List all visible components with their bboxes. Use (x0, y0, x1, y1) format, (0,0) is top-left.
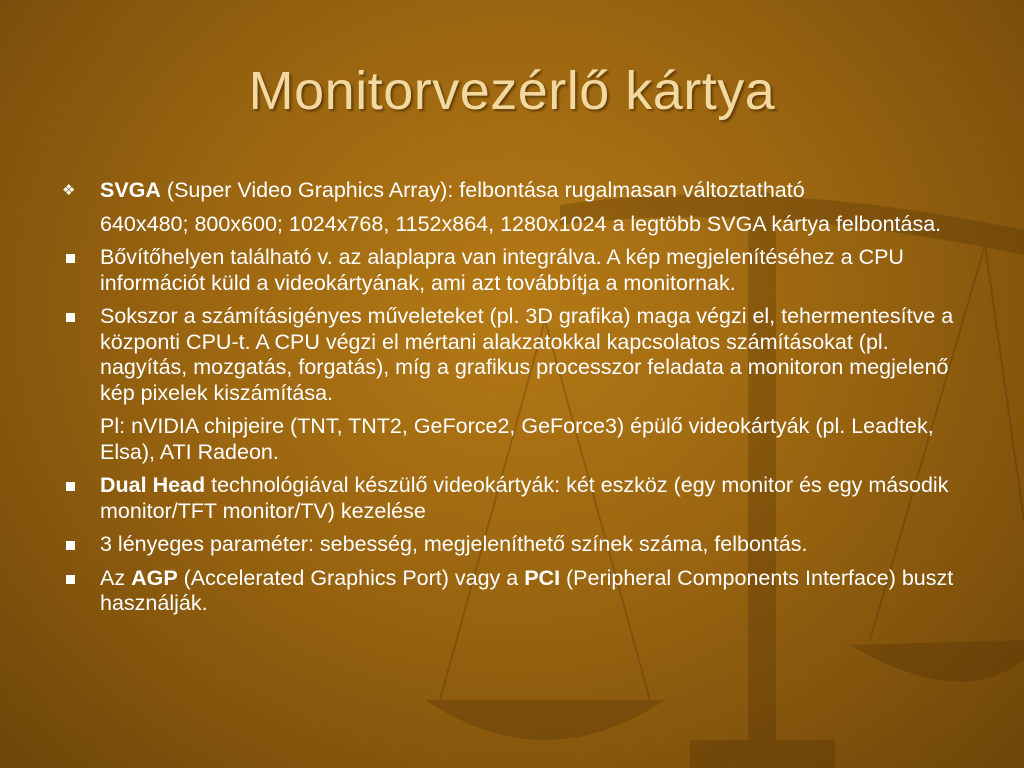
list-item-dual-head (60, 473, 965, 524)
pci-term: PCI (524, 565, 561, 590)
list-item-bus (60, 566, 965, 617)
list-item-parameters (60, 532, 965, 558)
parameters-text: 3 lényeges paraméter: sebesség, megjeleníthető színek száma, felbontás. (100, 532, 808, 556)
list-item-svga (60, 178, 965, 204)
square-bullet-icon (66, 313, 75, 322)
svga-continuation: 640x480; 800x600; 1024x768, 1152x864, 1280x1024 a legtöbb SVGA kártya felbontása. (100, 211, 942, 236)
list-item-slot (60, 245, 965, 296)
agp-term: AGP (131, 565, 178, 590)
square-bullet-icon (66, 541, 75, 550)
processing-text: Sokszor a számításigényes műveleteket (pl. 3D grafika) maga végzi el, tehermentesítve a központi CPU-t. A CPU végzi el mértani alakzatokkal kapcsolatos számításokat (pl. nagyítás, mozgatás, forgatás), míg a grafikus processzor feladata a monitoron megjelenő kép pixelek kiszámítása. (100, 304, 954, 405)
dual-head-text: technológiával készülő videokártyák: két eszköz (egy monitor és egy második monitor/TFT monitor/TV) kezelése (100, 473, 949, 523)
bullet-list (60, 178, 965, 625)
processing-continuation: Pl: nVIDIA chipjeire (TNT, TNT2, GeForce2, GeForce3) épülő videokártyák (pl. Leadtek, Elsa), ATI Radeon. (100, 414, 934, 464)
slot-text: Bővítőhelyen található v. az alaplapra van integrálva. A kép megjelenítéséhez a CPU információt küld a videokártyának, ami azt továbbítja a monitornak. (100, 245, 904, 295)
bus-text-mid: (Accelerated Graphics Port) vagy a (177, 565, 525, 590)
square-bullet-icon (66, 482, 75, 491)
diamond-bullet-icon: ❖ (62, 182, 76, 199)
list-item-processing (60, 304, 965, 406)
square-bullet-icon (66, 254, 75, 263)
dual-head-term: Dual Head (100, 473, 206, 497)
svga-text: (Super Video Graphics Array): felbontása rugalmasan változtatható (160, 178, 805, 202)
svga-term: SVGA (100, 178, 161, 202)
bus-text-pre: Az (100, 565, 132, 590)
square-bullet-icon (66, 575, 75, 584)
bus-text-post: (Peripheral Components Interface) buszt használják. (100, 565, 954, 615)
slide-title: Monitorvezérlő kártya (248, 61, 776, 121)
